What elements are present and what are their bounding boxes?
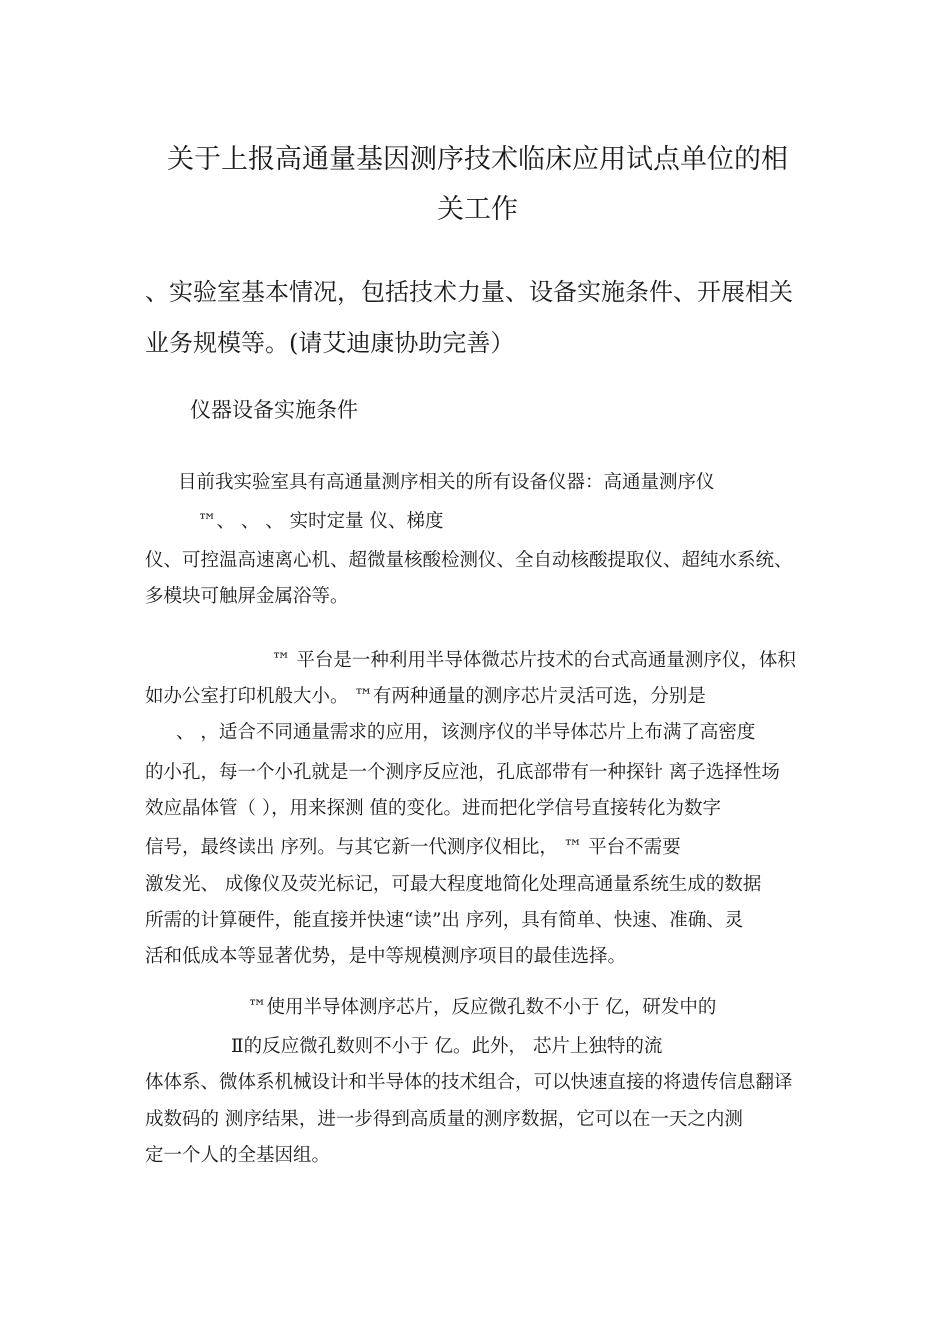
paragraph-2-line: 信号，最终读出 序列。与其它新一代测序仪相比， ™ 平台不需要: [145, 837, 681, 858]
section-heading-line-1: 、实验室基本情况，包括技术力量、设备实施条件、开展相关: [145, 278, 793, 306]
paragraph-1-line: 仪、可控温高速离心机、超微量核酸检测仪、全自动核酸提取仪、超纯水系统、: [145, 550, 793, 571]
paragraph-3-line: ™使用半导体测序芯片，反应微孔数不小于 亿，研发中的: [248, 997, 717, 1018]
document-title-line-2: 关工作: [437, 194, 518, 225]
paragraph-1-line: 多模块可触屏金属浴等。: [145, 586, 349, 607]
paragraph-3-line: Ⅱ的反应微孔数则不小于 亿。此外， 芯片上独特的流: [231, 1036, 663, 1057]
paragraph-2-line: 激发光、 成像仪及荧光标记，可最大程度地简化处理高通量系统生成的数据: [145, 874, 762, 895]
section-heading-line-2: 业务规模等。(请艾迪康协助完善）: [145, 329, 515, 357]
document-title-line-1: 关于上报高通量基因测序技术临床应用试点单位的相: [167, 144, 788, 175]
paragraph-2-line: 的小孔，每一个小孔就是一个测序反应池，孔底部带有一种探针 离子选择性场: [145, 762, 780, 783]
paragraph-1-line: ™、 、 、 实时定量 仪、梯度: [198, 511, 444, 532]
subsection-heading: 仪器设备实施条件: [190, 398, 358, 422]
paragraph-3-line: 体体系、微体系机械设计和半导体的技术组合，可以快速直接的将遗传信息翻译: [145, 1072, 793, 1093]
paragraph-2-line: 如办公室打印机般大小。 ™有两种通量的测序芯片灵活可选，分别是: [145, 686, 706, 707]
paragraph-3-line: 成数码的 测序结果，进一步得到高质量的测序数据，它可以在一天之内测: [145, 1109, 743, 1130]
paragraph-2-line: 、 ，适合不同通量需求的应用，该测序仪的半导体芯片上布满了高密度: [176, 722, 756, 743]
paragraph-1-line: 目前我实验室具有高通量测序相关的所有设备仪器：高通量测序仪: [178, 472, 715, 493]
paragraph-2-line: 活和低成本等显著优势，是中等规模测序项目的最佳选择。: [145, 946, 627, 967]
paragraph-2-line: 效应晶体管（ ），用来探测 值的变化。进而把化学信号直接转化为数字: [145, 798, 722, 819]
paragraph-2-line: ™ 平台是一种利用半导体微芯片技术的台式高通量测序仪，体积: [272, 650, 796, 671]
paragraph-3-line: 定一个人的全基因组。: [145, 1145, 331, 1166]
paragraph-2-line: 所需的计算硬件，能直接并快速“读”出 序列，具有简单、快速、准确、灵: [145, 910, 744, 931]
